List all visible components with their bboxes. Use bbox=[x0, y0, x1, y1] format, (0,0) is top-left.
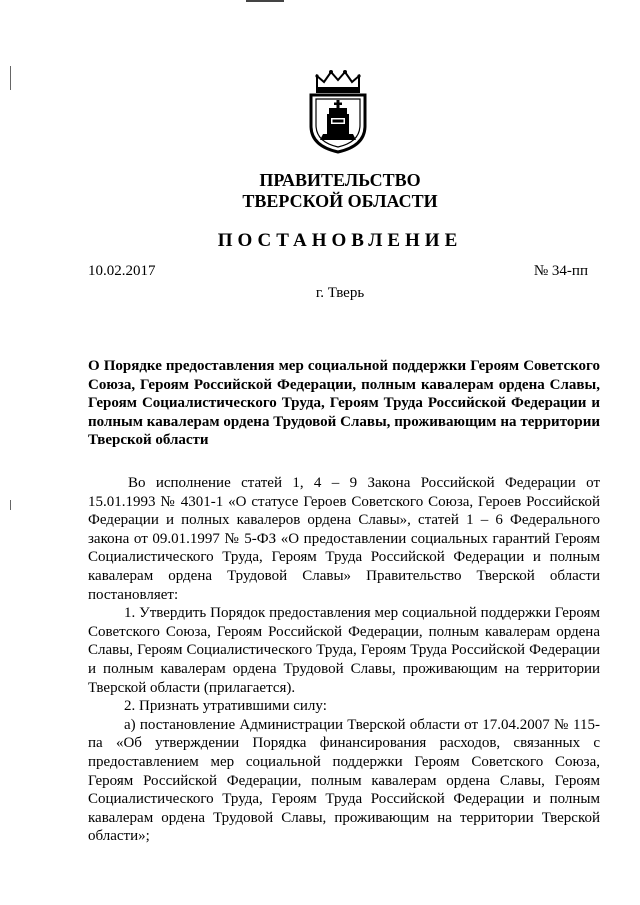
scan-artifact-left bbox=[10, 66, 11, 90]
body-preamble: Во исполнение статей 1, 4 – 9 Закона Российской Федерации от 15.01.1993 № 4301-1 «О статусе Героев Советского Союза, Героев Российской Федерации и полных кавалеров ордена Славы», статей 1 – 6 Федерального закона от 09.01.1997 № 5-ФЗ «О предоставлении социальных гарантий Героям Социалистического Труда, Героям Труда Российской Федерации и полным кавалерам ордена Трудовой Славы» Правительство Тверской области постановляет: bbox=[88, 475, 600, 603]
document-city: г. Тверь bbox=[315, 285, 365, 301]
government-title-line1: ПРАВИТЕЛЬСТВО bbox=[259, 170, 421, 190]
body-item-2a: а) постановление Администрации Тверской области от 17.04.2007 № 115-па «Об утверждении Порядка финансирования расходов, связанных с предоставлением мер социальной поддержки Героям Советского Союза, Героям Российской Федерации, полным кавалерам ордена Славы, Героям Социалистического Труда, Героям Труда Российской Федерации и полным кавалерам ордена Трудовой Славы, проживающим на территории Тверской области»; bbox=[88, 716, 600, 845]
government-title bbox=[0, 170, 640, 212]
body-item-2: 2. Признать утратившими силу: bbox=[124, 698, 327, 715]
scan-artifact-top bbox=[246, 0, 284, 2]
document-number: № 34-пп bbox=[533, 263, 588, 279]
scan-artifact-left bbox=[10, 500, 11, 510]
government-title-line2: ТВЕРСКОЙ ОБЛАСТИ bbox=[242, 191, 438, 211]
document-date: 10.02.2017 bbox=[88, 263, 156, 279]
document-type: ПОСТАНОВЛЕНИЕ bbox=[217, 230, 463, 251]
tver-coat-of-arms-icon bbox=[301, 68, 375, 154]
document-body bbox=[88, 474, 600, 846]
body-item-1: 1. Утвердить Порядок предоставления мер социальной поддержки Героям Советского Союза, Героям Российской Федерации, полным кавалерам ордена Славы, Героям Социалистического Труда, Героям Труда Российской Федерации и полным кавалерам ордена Трудовой Славы, проживающим на территории Тверской области (прилагается). bbox=[88, 605, 600, 696]
document-subject: О Порядке предоставления мер социальной поддержки Героям Советского Союза, Героям Российской Федерации, полным кавалерам ордена Славы, Героям Социалистического Труда, Героям Труда Российской Федерации и полным кавалерам ордена Трудовой Славы, проживающим на территории Тверской области bbox=[88, 358, 600, 449]
